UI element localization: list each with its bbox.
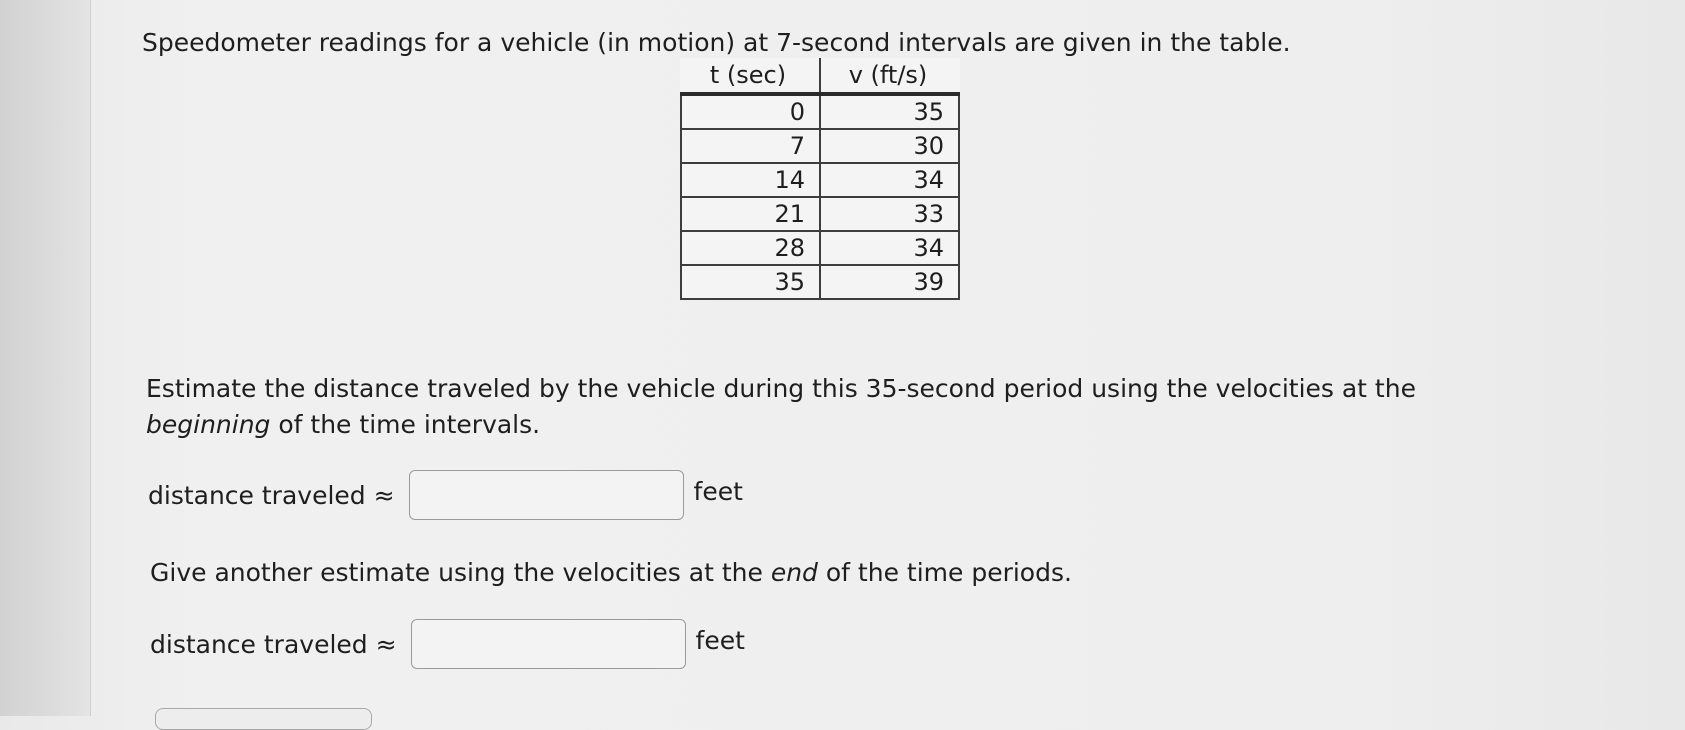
- column-header-time: t (sec): [681, 58, 820, 94]
- table-row: [681, 94, 959, 129]
- speed-table: [680, 58, 960, 300]
- unit-label-beginning: feet: [693, 476, 743, 506]
- answer-row-beginning: [148, 470, 743, 520]
- time-cell: 28: [681, 231, 820, 265]
- unit-label-end: feet: [695, 625, 745, 655]
- part2-prompt-before: Give another estimate using the velocities at the: [150, 558, 771, 587]
- table-row: [681, 231, 959, 265]
- answer-row-end: [150, 619, 745, 669]
- time-cell: 21: [681, 197, 820, 231]
- table-row: [681, 197, 959, 231]
- distance-input-beginning[interactable]: [409, 470, 684, 520]
- table-row: [681, 129, 959, 163]
- velocity-cell: 35: [820, 94, 959, 129]
- answer-label-beginning: distance traveled ≈: [148, 480, 395, 510]
- question-intro: Speedometer readings for a vehicle (in motion) at 7-second intervals are given in the table.: [142, 28, 1291, 57]
- part2-prompt: [150, 556, 1072, 590]
- part2-emphasis: end: [770, 558, 818, 587]
- part1-prompt-line2: [146, 408, 540, 442]
- part1-prompt-line1: Estimate the distance traveled by the vehicle during this 35-second period using the velocities at the: [146, 374, 1416, 403]
- velocity-cell: 34: [820, 163, 959, 197]
- time-cell: 0: [681, 94, 820, 129]
- part1-prompt-rest: of the time intervals.: [270, 410, 541, 439]
- table-header-row: [681, 58, 959, 94]
- table-row: [681, 265, 959, 299]
- part2-prompt-after: of the time periods.: [817, 558, 1072, 587]
- velocity-cell: 33: [820, 197, 959, 231]
- column-header-velocity: v (ft/s): [820, 58, 959, 94]
- time-cell: 14: [681, 163, 820, 197]
- velocity-cell: 39: [820, 265, 959, 299]
- distance-input-end[interactable]: [411, 619, 686, 669]
- time-cell: 35: [681, 265, 820, 299]
- answer-label-end: distance traveled ≈: [150, 629, 397, 659]
- part1-emphasis: beginning: [146, 410, 271, 439]
- time-cell: 7: [681, 129, 820, 163]
- velocity-cell: 30: [820, 129, 959, 163]
- table-row: [681, 163, 959, 197]
- velocity-cell: 34: [820, 231, 959, 265]
- submit-button[interactable]: [155, 708, 372, 730]
